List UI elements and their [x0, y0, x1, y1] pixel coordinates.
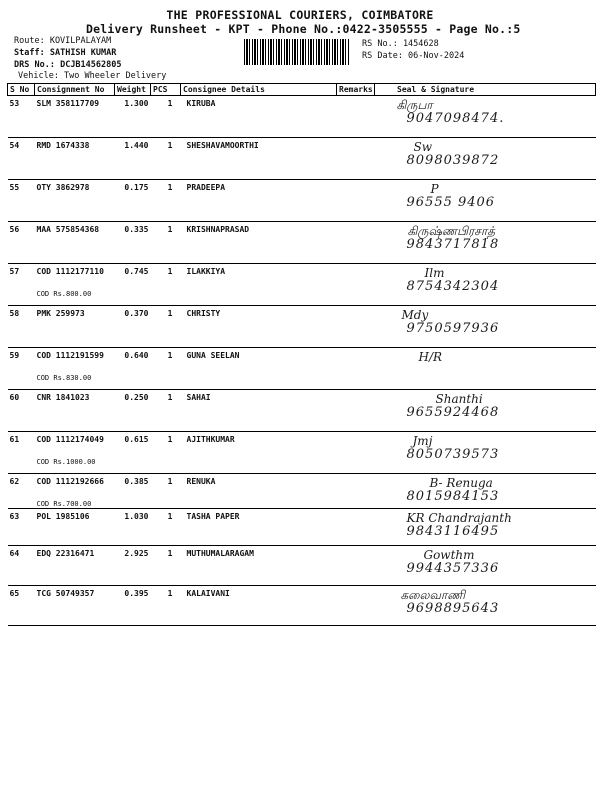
row-weight — [115, 222, 151, 264]
staff-row — [14, 48, 116, 58]
signature-phone: 9655924468 — [406, 405, 500, 421]
row-remarks — [337, 180, 375, 222]
row-sno — [8, 546, 35, 586]
handwritten-signature — [377, 393, 594, 420]
row-weight-text: 2.925 — [124, 549, 149, 558]
row-consignee-text: SAHAI — [186, 393, 211, 402]
signature-name: கிருஷ்ணபிரசாத் — [407, 224, 496, 238]
col-sno: S No — [8, 84, 35, 96]
row-remarks — [337, 306, 375, 348]
row-consignment-no — [35, 306, 115, 348]
row-signature — [375, 222, 596, 264]
row-consignment-no — [35, 348, 115, 390]
row-signature — [375, 474, 596, 509]
row-consignee — [181, 546, 337, 586]
signature-phone: 9944357336 — [406, 561, 500, 577]
row-sno-text: 56 — [9, 225, 20, 234]
handwritten-signature — [377, 99, 594, 126]
row-sno-text: 58 — [9, 309, 20, 318]
signature-phone: 8015984153 — [406, 489, 500, 505]
col-consignment: Consignment No — [35, 84, 115, 96]
signature-name: Shanthi — [435, 392, 483, 406]
row-pcs-text: 1 — [167, 512, 173, 521]
row-consignee — [181, 138, 337, 180]
row-weight-text: 0.370 — [124, 309, 149, 318]
row-consignment-no — [35, 180, 115, 222]
row-sno-text: 60 — [9, 393, 20, 402]
signature-name: P — [430, 182, 439, 196]
signature-phone: 9047098474. — [406, 111, 505, 127]
row-remarks — [337, 432, 375, 474]
table-row — [8, 306, 596, 348]
table-row — [8, 586, 596, 626]
row-weight-text: 1.440 — [124, 141, 149, 150]
signature-phone: 9843717818 — [406, 237, 500, 253]
row-consignee-text: GUNA SEELAN — [186, 351, 240, 360]
signature-phone: 9843116495 — [406, 524, 500, 540]
staff-label: Staff: — [14, 48, 45, 58]
row-remarks — [337, 348, 375, 390]
handwritten-signature — [377, 309, 594, 336]
row-sno-text: 54 — [9, 141, 20, 150]
row-weight — [115, 390, 151, 432]
table-row — [8, 222, 596, 264]
handwritten-signature — [377, 267, 594, 294]
row-pcs — [151, 222, 181, 264]
row-sno — [8, 222, 35, 264]
row-sno — [8, 180, 35, 222]
row-remarks — [337, 138, 375, 180]
row-sno — [8, 509, 35, 546]
table-row — [8, 509, 596, 546]
row-signature — [375, 306, 596, 348]
row-consignment-no-text: RMD 1674338 — [36, 141, 90, 150]
staff-name: SATHISH KUMAR — [49, 48, 117, 58]
row-remarks — [337, 96, 375, 138]
signature-phone: 8098039872 — [406, 153, 500, 169]
row-consignee-text: KALAIVANI — [186, 589, 230, 598]
row-weight — [115, 306, 151, 348]
row-weight — [115, 474, 151, 509]
signature-phone: 9698895643 — [406, 601, 500, 617]
row-signature — [375, 138, 596, 180]
row-sno-text: 65 — [9, 589, 20, 598]
row-weight-text: 0.385 — [124, 477, 149, 486]
handwritten-signature — [377, 435, 594, 462]
row-weight-text: 0.615 — [124, 435, 149, 444]
col-pcs: PCS — [151, 84, 181, 96]
row-pcs — [151, 509, 181, 546]
row-sno-text: 62 — [9, 477, 20, 486]
row-sno — [8, 306, 35, 348]
row-signature — [375, 586, 596, 626]
signature-name: Ilm — [424, 266, 445, 280]
signature-phone: 8754342304 — [406, 279, 500, 295]
row-consignment-no — [35, 390, 115, 432]
row-pcs-text: 1 — [167, 549, 173, 558]
row-pcs-text: 1 — [167, 435, 173, 444]
row-remarks — [337, 586, 375, 626]
signature-name: B- Renuga — [429, 476, 493, 490]
row-sno-text: 59 — [9, 351, 20, 360]
row-consignment-no-text: CNR 1841023 — [36, 393, 90, 402]
vehicle-label: Vehicle: Two Wheeler Delivery — [18, 71, 167, 81]
row-consignment-no — [35, 586, 115, 626]
row-weight — [115, 546, 151, 586]
row-weight — [115, 180, 151, 222]
row-remarks — [337, 264, 375, 306]
row-consignment-no-text: COD 1112174049 — [36, 435, 104, 444]
row-pcs — [151, 348, 181, 390]
row-signature — [375, 180, 596, 222]
row-weight — [115, 96, 151, 138]
row-sno — [8, 432, 35, 474]
table-row — [8, 546, 596, 586]
signature-name: KR Chandrajanth — [406, 511, 512, 525]
row-consignment-no-text: COD 1112177110 — [36, 267, 104, 276]
signature-phone: 8050739573 — [406, 447, 500, 463]
row-signature — [375, 509, 596, 546]
row-signature — [375, 546, 596, 586]
row-consignee-text: SHESHAVAMOORTHI — [186, 141, 259, 150]
signature-name: Gowthm — [423, 548, 475, 562]
table-row — [8, 348, 596, 390]
row-consignment-no-text: SLM 358117709 — [36, 99, 100, 108]
col-consignee: Consignee Details — [181, 84, 337, 96]
row-consignment-no-text: COD 1112192666 — [36, 477, 104, 486]
row-sno — [8, 348, 35, 390]
row-consignment-no — [35, 96, 115, 138]
row-consignee — [181, 586, 337, 626]
row-consignment-no — [35, 474, 115, 509]
row-consignment-no — [35, 264, 115, 306]
row-sno — [8, 96, 35, 138]
row-consignee — [181, 474, 337, 509]
row-sno — [8, 586, 35, 626]
row-remarks — [337, 222, 375, 264]
runsheet-table — [7, 83, 596, 626]
row-weight — [115, 432, 151, 474]
row-sno — [8, 264, 35, 306]
row-remarks — [337, 390, 375, 432]
row-pcs-text: 1 — [167, 589, 173, 598]
row-pcs-text: 1 — [167, 141, 173, 150]
handwritten-signature — [377, 183, 594, 210]
row-weight — [115, 586, 151, 626]
cod-amount: COD Rs.1000.00 — [36, 458, 96, 466]
row-signature — [375, 432, 596, 474]
drs-label: DRS No.: — [14, 60, 55, 70]
row-consignment-no-text: PMK 259973 — [36, 309, 85, 318]
runsheet-title: Delivery Runsheet - KPT - Phone No.:0422-3505555 - Page No.:5 — [86, 22, 521, 36]
row-consignee — [181, 180, 337, 222]
handwritten-signature — [377, 512, 594, 539]
row-consignee — [181, 96, 337, 138]
handwritten-signature — [377, 225, 594, 252]
row-consignee-text: KIRUBA — [186, 99, 216, 108]
table-row — [8, 138, 596, 180]
row-pcs — [151, 180, 181, 222]
row-pcs-text: 1 — [167, 225, 173, 234]
row-weight-text: 0.335 — [124, 225, 149, 234]
row-pcs-text: 1 — [167, 477, 173, 486]
row-consignee — [181, 432, 337, 474]
company-title: THE PROFESSIONAL COURIERS, COIMBATORE — [166, 8, 434, 22]
row-pcs-text: 1 — [167, 99, 173, 108]
row-consignment-no-text: MAA 575854368 — [36, 225, 100, 234]
row-consignee-text: MUTHUMALARAGAM — [186, 549, 254, 558]
table-row — [8, 474, 596, 509]
row-weight-text: 0.395 — [124, 589, 149, 598]
row-consignment-no-text: POL 1985106 — [36, 512, 90, 521]
row-pcs — [151, 138, 181, 180]
signature-name: கிருபா — [396, 98, 433, 112]
row-consignee-text: ILAKKIYA — [186, 267, 226, 276]
table-row — [8, 390, 596, 432]
table-row — [8, 264, 596, 306]
table-row — [8, 180, 596, 222]
row-pcs — [151, 96, 181, 138]
handwritten-signature — [377, 351, 594, 364]
row-consignment-no — [35, 546, 115, 586]
cod-amount: COD Rs.800.00 — [36, 290, 92, 298]
row-consignee — [181, 390, 337, 432]
signature-phone: 96555 9406 — [406, 195, 496, 211]
rs-number: RS No.: 1454628 — [362, 39, 439, 49]
row-pcs-text: 1 — [167, 183, 173, 192]
signature-phone: 9750597936 — [406, 321, 500, 337]
row-weight-text: 1.300 — [124, 99, 149, 108]
signature-name: Sw — [413, 140, 432, 154]
col-remarks: Remarks — [337, 84, 375, 96]
row-pcs — [151, 546, 181, 586]
rs-date: RS Date: 06-Nov-2024 — [362, 51, 465, 61]
row-consignee — [181, 509, 337, 546]
handwritten-signature — [377, 477, 594, 504]
row-consignee-text: AJITHKUMAR — [186, 435, 235, 444]
row-consignment-no — [35, 138, 115, 180]
row-consignee — [181, 222, 337, 264]
drs-row — [14, 60, 122, 70]
table-row — [8, 432, 596, 474]
row-sno — [8, 474, 35, 509]
row-pcs — [151, 432, 181, 474]
row-pcs — [151, 586, 181, 626]
handwritten-signature — [377, 549, 594, 576]
row-sno — [8, 390, 35, 432]
row-pcs — [151, 474, 181, 509]
row-consignee-text: KRISHNAPRASAD — [186, 225, 250, 234]
row-consignment-no-text: OTY 3862978 — [36, 183, 90, 192]
row-remarks — [337, 474, 375, 509]
row-consignment-no-text: COD 1112191599 — [36, 351, 104, 360]
drs-number: DCJB14562805 — [60, 60, 122, 70]
col-weight: Weight — [115, 84, 151, 96]
signature-name: Mdy — [401, 308, 429, 322]
row-weight-text: 0.745 — [124, 267, 149, 276]
row-consignee-text: RENUKA — [186, 477, 216, 486]
row-sno-text: 53 — [9, 99, 20, 108]
row-consignee — [181, 348, 337, 390]
row-signature — [375, 390, 596, 432]
col-signature: Seal & Signature — [375, 84, 596, 96]
row-sno-text: 55 — [9, 183, 20, 192]
row-pcs-text: 1 — [167, 351, 173, 360]
barcode — [244, 39, 350, 65]
signature-name: கலைவாணி — [400, 588, 466, 602]
row-pcs — [151, 390, 181, 432]
row-consignment-no-text: EDQ 22316471 — [36, 549, 95, 558]
row-weight — [115, 264, 151, 306]
row-weight — [115, 348, 151, 390]
row-weight-text: 0.175 — [124, 183, 149, 192]
row-weight-text: 1.030 — [124, 512, 149, 521]
row-sno-text: 64 — [9, 549, 20, 558]
table-header — [8, 84, 596, 96]
row-signature — [375, 264, 596, 306]
row-remarks — [337, 546, 375, 586]
row-consignment-no — [35, 432, 115, 474]
row-consignee-text: PRADEEPA — [186, 183, 226, 192]
row-weight-text: 0.250 — [124, 393, 149, 402]
row-sno-text: 63 — [9, 512, 20, 521]
row-pcs — [151, 306, 181, 348]
row-pcs-text: 1 — [167, 309, 173, 318]
row-consignment-no-text: TCG 50749357 — [36, 589, 95, 598]
table-row — [8, 96, 596, 138]
row-pcs-text: 1 — [167, 393, 173, 402]
row-consignee — [181, 264, 337, 306]
row-consignee-text: CHRISTY — [186, 309, 221, 318]
cod-amount: COD Rs.830.00 — [36, 374, 92, 382]
row-consignment-no — [35, 222, 115, 264]
cod-amount: COD Rs.700.00 — [36, 500, 92, 508]
row-pcs — [151, 264, 181, 306]
row-remarks — [337, 509, 375, 546]
row-sno-text: 61 — [9, 435, 20, 444]
row-pcs-text: 1 — [167, 267, 173, 276]
row-signature — [375, 348, 596, 390]
handwritten-signature — [377, 141, 594, 168]
row-consignee — [181, 306, 337, 348]
row-consignment-no — [35, 509, 115, 546]
handwritten-signature — [377, 589, 594, 616]
signature-name: H/R — [418, 350, 443, 364]
signature-name: Jmj — [412, 434, 433, 448]
row-sno — [8, 138, 35, 180]
route-label: Route: KOVILPALAYAM — [14, 36, 112, 46]
row-sno-text: 57 — [9, 267, 20, 276]
row-weight-text: 0.640 — [124, 351, 149, 360]
row-weight — [115, 138, 151, 180]
row-consignee-text: TASHA PAPER — [186, 512, 240, 521]
row-signature — [375, 96, 596, 138]
row-weight — [115, 509, 151, 546]
